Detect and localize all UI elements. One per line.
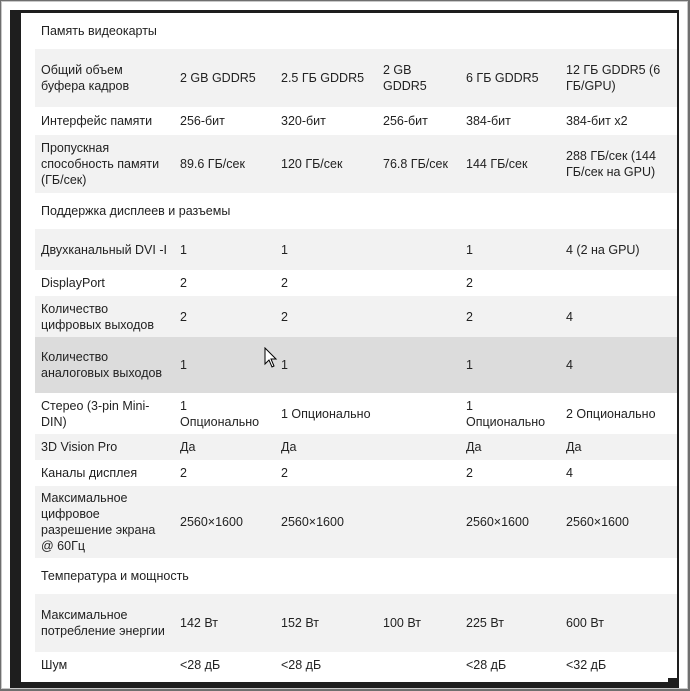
- table-cell: [377, 296, 460, 337]
- table-cell: 1: [460, 337, 560, 393]
- table-cell: 2: [174, 296, 275, 337]
- table-cell: 384-бит x2: [560, 107, 677, 135]
- table-row: [35, 270, 677, 296]
- table-row: [35, 49, 677, 107]
- table-cell: 142 Вт: [174, 594, 275, 652]
- table-cell: 1: [174, 229, 275, 270]
- table-row: [35, 229, 677, 270]
- row-label: Двухканальный DVI -I: [35, 229, 174, 270]
- table-cell: <28 дБ: [174, 652, 275, 678]
- table-row: [35, 486, 677, 558]
- row-label: 3D Vision Pro: [35, 434, 174, 460]
- table-cell: 2560×1600: [174, 486, 275, 558]
- section-header-row: [35, 193, 677, 229]
- row-label: Интерфейс памяти: [35, 107, 174, 135]
- table-cell: [560, 270, 677, 296]
- table-cell: [377, 337, 460, 393]
- table-row: [35, 652, 677, 678]
- table-cell: 1: [275, 229, 377, 270]
- section-title: Поддержка дисплеев и разъемы: [35, 193, 677, 229]
- table-cell: [377, 652, 460, 678]
- table-cell: 2 GB GDDR5: [377, 49, 460, 107]
- table-cell: 2560×1600: [460, 486, 560, 558]
- table-cell: 152 Вт: [275, 594, 377, 652]
- table-cell: 1: [460, 229, 560, 270]
- table-row: [35, 107, 677, 135]
- table-cell: 600 Вт: [560, 594, 677, 652]
- section-title: Температура и мощность: [35, 558, 677, 594]
- table-row: [35, 594, 677, 652]
- table-cell: 384-бит: [460, 107, 560, 135]
- border-bottom: [10, 682, 679, 688]
- row-label: Каналы дисплея: [35, 460, 174, 486]
- specs-table: [35, 13, 677, 678]
- table-cell: 320-бит: [275, 107, 377, 135]
- table-cell: 256-бит: [174, 107, 275, 135]
- table-cell: <28 дБ: [460, 652, 560, 678]
- table-cell: 2: [174, 460, 275, 486]
- table-row: [35, 296, 677, 337]
- window-frame: [1, 1, 688, 689]
- table-cell: 100 Вт: [377, 594, 460, 652]
- table-row: [35, 434, 677, 460]
- table-cell: 2: [460, 460, 560, 486]
- table-cell: [377, 270, 460, 296]
- table-cell: <32 дБ: [560, 652, 677, 678]
- table-cell: 1: [275, 337, 377, 393]
- row-label: Общий объем буфера кадров: [35, 49, 174, 107]
- row-label: Количество цифровых выходов: [35, 296, 174, 337]
- table-cell: 2.5 ГБ GDDR5: [275, 49, 377, 107]
- section-header-row: [35, 13, 677, 49]
- border-left: [10, 12, 21, 688]
- table-cell: Да: [174, 434, 275, 460]
- table-row: [35, 460, 677, 486]
- row-label: Стерео (3-pin Mini-DIN): [35, 393, 174, 434]
- table-row: [35, 393, 677, 434]
- table-cell: [377, 460, 460, 486]
- table-cell: 2560×1600: [275, 486, 377, 558]
- table-cell: 1: [174, 337, 275, 393]
- table-cell: 2: [275, 296, 377, 337]
- table-cell: 2: [460, 296, 560, 337]
- table-cell: [377, 486, 460, 558]
- table-cell: 225 Вт: [460, 594, 560, 652]
- table-cell: 288 ГБ/сек (144 ГБ/сек на GPU): [560, 135, 677, 193]
- table-cell: [377, 393, 460, 434]
- table-cell: 256-бит: [377, 107, 460, 135]
- table-cell: Да: [560, 434, 677, 460]
- section-header-row: [35, 558, 677, 594]
- table-cell: 4: [560, 460, 677, 486]
- table-cell: 1 Опционально: [460, 393, 560, 434]
- table-cell: [377, 229, 460, 270]
- table-cell: 144 ГБ/сек: [460, 135, 560, 193]
- content-area: [21, 13, 668, 682]
- table-cell: 12 ГБ GDDR5 (6 ГБ/GPU): [560, 49, 677, 107]
- table-row: [35, 135, 677, 193]
- table-cell: 4: [560, 296, 677, 337]
- row-label: Количество аналоговых выходов: [35, 337, 174, 393]
- table-cell: 120 ГБ/сек: [275, 135, 377, 193]
- row-label: Шум: [35, 652, 174, 678]
- table-cell: 76.8 ГБ/сек: [377, 135, 460, 193]
- table-cell: 2: [460, 270, 560, 296]
- table-cell: 89.6 ГБ/сек: [174, 135, 275, 193]
- table-cell: 2560×1600: [560, 486, 677, 558]
- row-label: Максимальное потребление энергии: [35, 594, 174, 652]
- table-cell: [377, 434, 460, 460]
- table-cell: <28 дБ: [275, 652, 377, 678]
- table-cell: 1 Опционально: [275, 393, 377, 434]
- row-label: Пропускная способность памяти (ГБ/сек): [35, 135, 174, 193]
- table-cell: 2 Опционально: [560, 393, 677, 434]
- mouse-cursor-icon: [264, 347, 278, 369]
- table-cell: 2: [174, 270, 275, 296]
- table-cell: 1 Опционально: [174, 393, 275, 434]
- table-cell: 4: [560, 337, 677, 393]
- table-cell: 2: [275, 460, 377, 486]
- row-label: Максимальное цифровое разрешение экрана @ 60Гц: [35, 486, 174, 558]
- table-row: [35, 337, 677, 393]
- section-title: Память видеокарты: [35, 13, 677, 49]
- table-cell: Да: [460, 434, 560, 460]
- row-label: DisplayPort: [35, 270, 174, 296]
- table-cell: 4 (2 на GPU): [560, 229, 677, 270]
- table-cell: 2: [275, 270, 377, 296]
- table-cell: 6 ГБ GDDR5: [460, 49, 560, 107]
- table-cell: 2 GB GDDR5: [174, 49, 275, 107]
- table-cell: Да: [275, 434, 377, 460]
